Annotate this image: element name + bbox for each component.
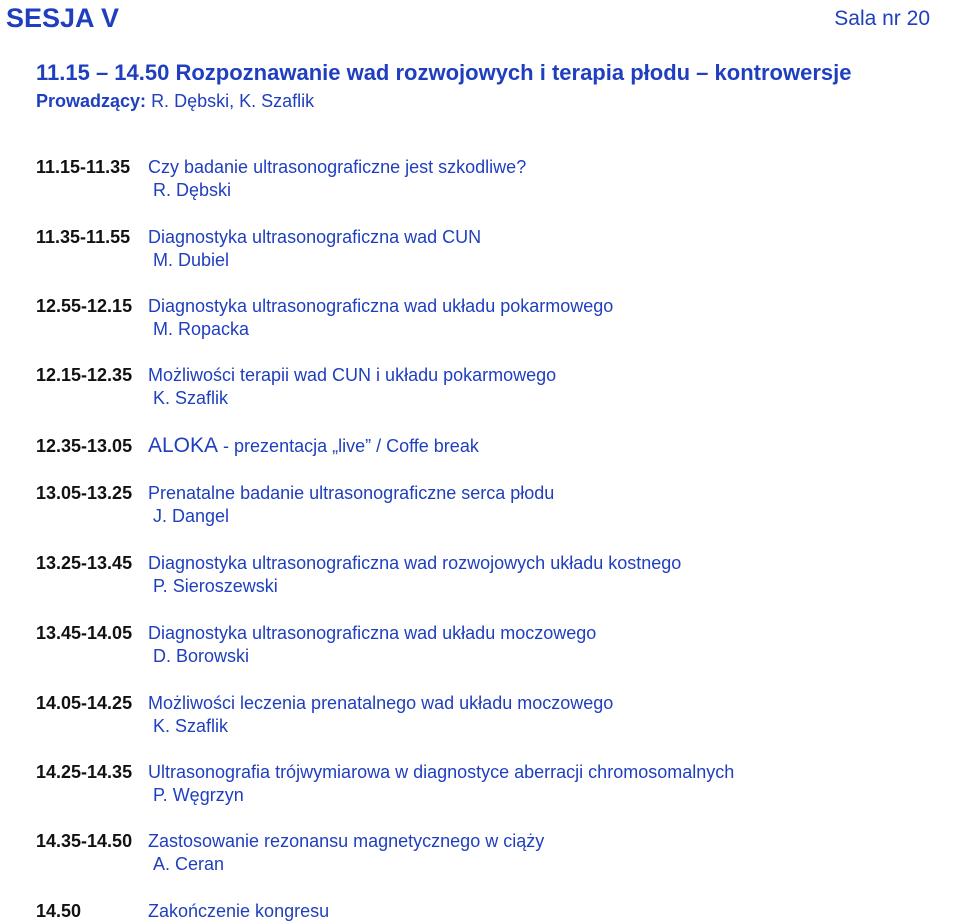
program-item <box>36 692 613 738</box>
chairs-line <box>36 88 314 114</box>
program-item <box>36 364 556 410</box>
item-speaker: M. Ropacka <box>153 319 250 339</box>
item-speaker: R. Dębski <box>153 180 232 200</box>
program-item <box>36 482 554 528</box>
item-talk: Możliwości leczenia prenatalnego wad układu moczowego <box>148 693 614 713</box>
item-speaker: J. Dangel <box>153 506 230 526</box>
item-time: 12.35-13.05 <box>36 436 133 456</box>
chairs-names: R. Dębski, K. Szaflik <box>151 91 315 111</box>
item-talk: Zakończenie kongresu <box>148 901 330 921</box>
item-time: 14.35-14.50 <box>36 831 133 851</box>
program-item <box>36 226 481 272</box>
item-time: 14.50 <box>36 901 82 921</box>
item-speaker: A. Ceran <box>153 854 225 874</box>
program-item <box>36 295 613 341</box>
item-talk: Czy badanie ultrasonograficzne jest szkodliwe? <box>148 157 527 177</box>
sponsor-brand: ALOKA <box>148 434 219 457</box>
item-talk: Diagnostyka ultrasonograficzna wad układu pokarmowego <box>148 296 614 316</box>
program-item <box>36 761 734 807</box>
item-talk: Diagnostyka ultrasonograficzna wad rozwojowych układu kostnego <box>148 553 682 573</box>
item-time: 13.45-14.05 <box>36 623 133 643</box>
item-talk: Diagnostyka ultrasonograficzna wad układu moczowego <box>148 623 597 643</box>
item-time: 12.15-12.35 <box>36 365 133 385</box>
program-item <box>36 552 681 598</box>
item-speaker: K. Szaflik <box>153 388 229 408</box>
item-speaker: M. Dubiel <box>153 250 230 270</box>
item-speaker: K. Szaflik <box>153 716 229 736</box>
item-speaker: P. Sieroszewski <box>153 576 278 596</box>
program-item <box>36 434 479 458</box>
item-talk: Diagnostyka ultrasonograficzna wad CUN <box>148 227 482 247</box>
item-talk: Zastosowanie rezonansu magnetycznego w ciąży <box>148 831 545 851</box>
item-talk: - prezentacja „live” / Coffe break <box>218 436 479 456</box>
session-title: SESJA V <box>6 3 120 33</box>
item-talk: Prenatalne badanie ultrasonograficzne serca płodu <box>148 483 555 503</box>
item-time: 14.05-14.25 <box>36 693 133 713</box>
program-item <box>36 830 544 876</box>
item-time: 14.25-14.35 <box>36 762 133 782</box>
block-title: 11.15 – 14.50 Rozpoznawanie wad rozwojowych i terapia płodu – kontrowersje <box>36 60 852 85</box>
item-speaker: P. Węgrzyn <box>153 785 244 805</box>
program-item <box>36 622 596 668</box>
item-speaker: D. Borowski <box>153 646 250 666</box>
program-item <box>36 156 526 202</box>
room-label: Sala nr 20 <box>834 7 930 30</box>
program-item <box>36 900 329 923</box>
item-time: 13.25-13.45 <box>36 553 133 573</box>
item-time: 13.05-13.25 <box>36 483 133 503</box>
item-talk: Ultrasonografia trójwymiarowa w diagnostyce aberracji chromosomalnych <box>148 762 735 782</box>
item-time: 12.55-12.15 <box>36 296 133 316</box>
item-talk: Możliwości terapii wad CUN i układu pokarmowego <box>148 365 557 385</box>
chairs-label: Prowadzący: <box>36 91 147 111</box>
item-time: 11.15-11.35 <box>36 157 131 177</box>
item-time: 11.35-11.55 <box>36 227 131 247</box>
